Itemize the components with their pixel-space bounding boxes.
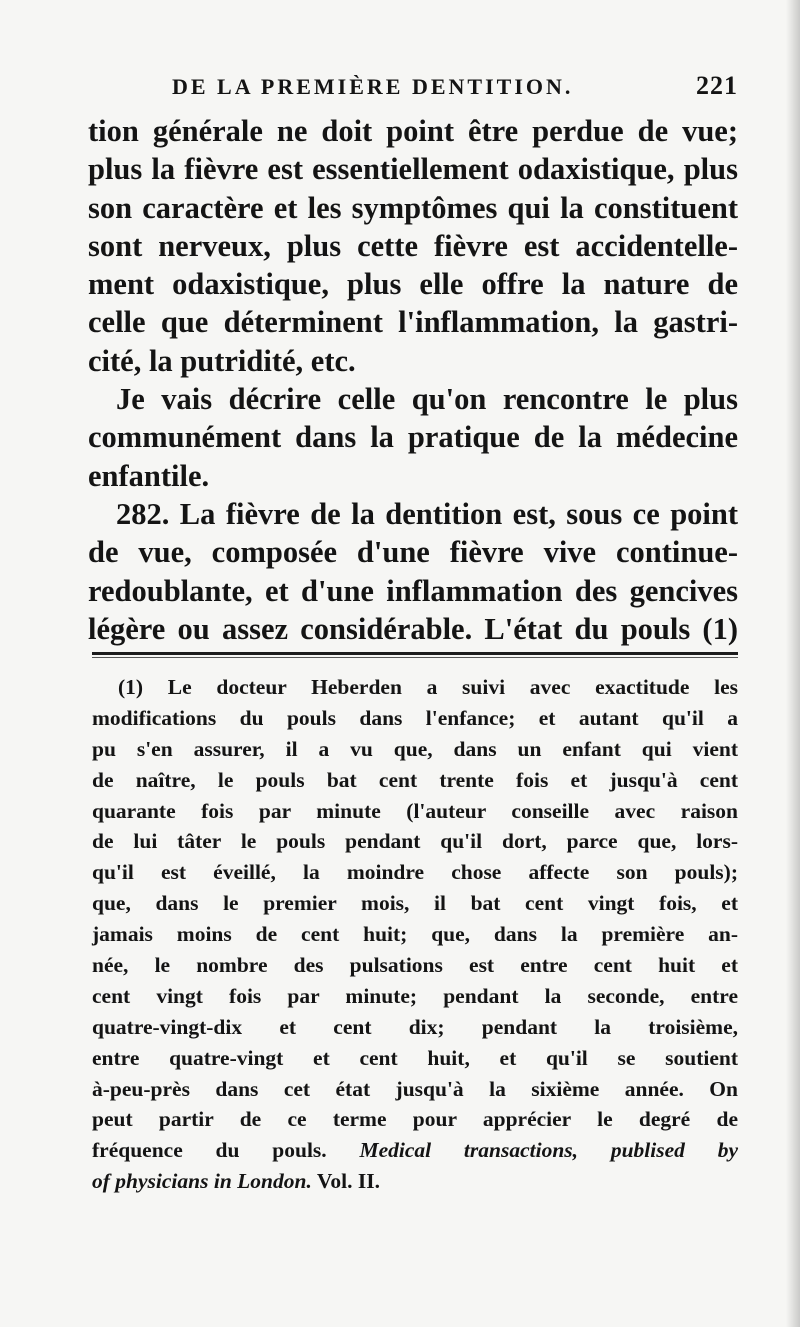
text-line: cité, la putridité, etc. [88, 343, 356, 378]
footnote-rule-thin [92, 657, 738, 658]
text-line: son caractère et les symptômes qui la constituent [88, 190, 738, 225]
footnote-line: à-peu-près dans cet état jusqu'à la sixième année. On [92, 1076, 738, 1101]
text-line: légère ou assez considérable. L'état du pouls (1) [88, 611, 738, 646]
text-line: redoublante, et d'une inflammation des gencives [88, 573, 738, 608]
footnote-line: entre quatre-vingt et cent huit, et qu'il se soutient [92, 1045, 738, 1070]
text-line: sont nerveux, plus cette fièvre est accidentelle- [88, 228, 738, 263]
footnote-line: qu'il est éveillé, la moindre chose affecte son pouls); [92, 860, 738, 885]
footnote-line: peut partir de ce terme pour apprécier le degré de [92, 1107, 738, 1132]
footnote-line: que, dans le premier mois, il bat cent vingt fois, et [92, 891, 738, 916]
footnote-line: modifications du pouls dans l'enfance; et autant qu'il a [92, 705, 738, 730]
footnote-rule [92, 652, 738, 655]
footnote-line: pu s'en assurer, il a vu que, dans un enfant qui vient [92, 736, 738, 761]
footnote-line-text: fréquence du pouls. [92, 1138, 327, 1163]
text-line: tion générale ne doit point être perdue de vue; [88, 114, 738, 148]
footnote-line: jamais moins de cent huit; que, dans la première an- [92, 922, 738, 947]
text-line: enfantile. [88, 458, 210, 493]
footnote-line: de naître, le pouls bat cent trente fois et jusqu'à cent [92, 767, 738, 792]
text-line: de vue, composée d'une fièvre vive continue- [88, 535, 738, 570]
citation-publisher: of physicians in London. [92, 1169, 312, 1194]
page-number: 221 [696, 71, 738, 100]
footnote-line: quarante fois par minute (l'auteur conseille avec raison [92, 798, 738, 823]
footnote [92, 672, 738, 1197]
citation-volume: Vol. II. [316, 1169, 380, 1194]
footnote-line: cent vingt fois par minute; pendant la seconde, entre [92, 983, 738, 1008]
main-text [88, 112, 738, 648]
page-header [172, 71, 738, 104]
running-head: DE LA PREMIÈRE DENTITION. [172, 74, 574, 99]
text-line: 282. La fièvre de la dentition est, sous ce point [116, 496, 738, 531]
text-line: Je vais décrire celle qu'on rencontre le plus [116, 382, 738, 417]
text-line: plus la fièvre est essentiellement odaxistique, plus [88, 152, 738, 187]
footnote-line: née, le nombre des pulsations est entre cent huit et [92, 953, 738, 978]
citation-title: Medical transactions, publised by [359, 1138, 738, 1163]
text-line: celle que déterminent l'inflammation, la gastri- [88, 305, 738, 340]
text-line: ment odaxistique, plus elle offre la nature de [88, 267, 738, 302]
footnote-citation-line [92, 1135, 738, 1166]
text-line: communément dans la pratique de la médecine [88, 420, 738, 455]
footnote-line: (1) Le docteur Heberden a suivi avec exactitude les [118, 675, 738, 699]
footnote-line: de lui tâter le pouls pendant qu'il dort, parce que, lors- [92, 829, 738, 854]
footnote-citation-line [92, 1166, 738, 1197]
page-edge-shadow [786, 0, 800, 1327]
footnote-line: quatre-vingt-dix et cent dix; pendant la troisième, [92, 1014, 738, 1039]
